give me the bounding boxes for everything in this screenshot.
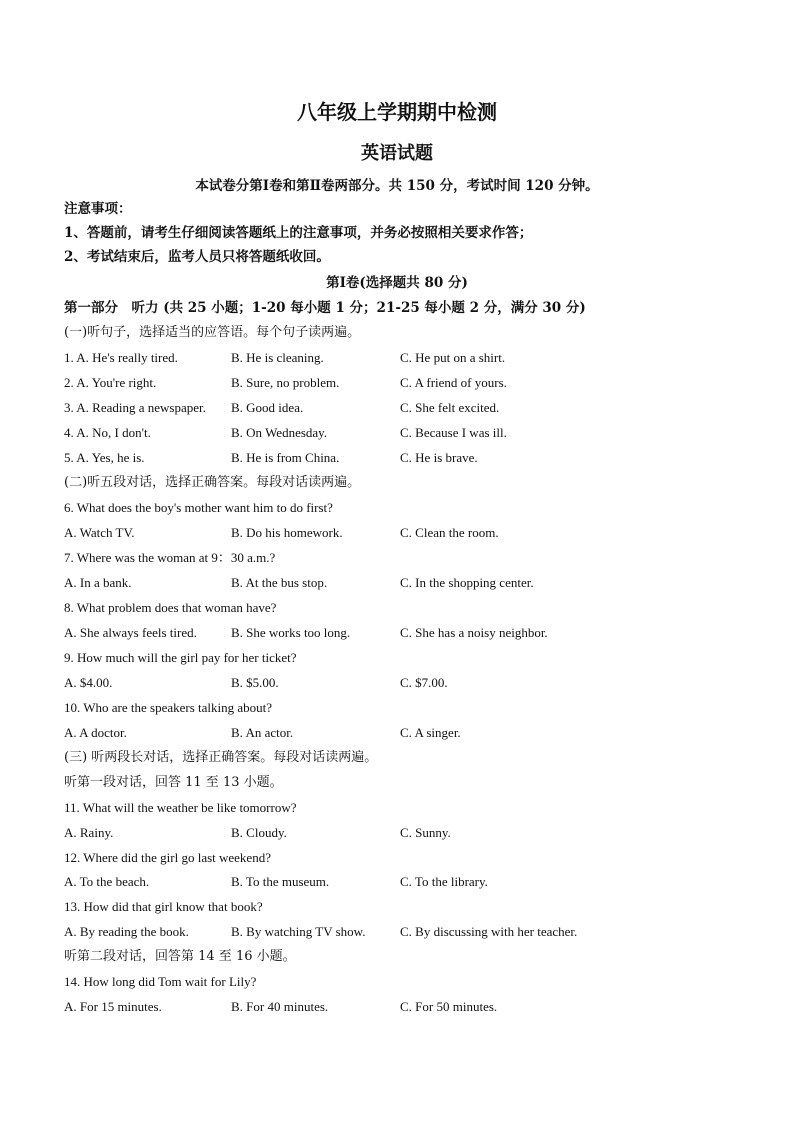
question-text: 7. Where was the woman at 9：30 a.m.? — [64, 550, 276, 565]
answer-row — [64, 825, 764, 841]
option-c: C. She felt excited. — [400, 400, 500, 415]
option-b: B. $5.00. — [231, 675, 279, 690]
option-c: C. Clean the room. — [400, 525, 499, 540]
option-a: 3. A. Reading a newspaper. — [64, 400, 206, 415]
option-b: B. She works too long. — [231, 625, 351, 640]
option-b: B. At the bus stop. — [231, 575, 328, 590]
option-c: C. In the shopping center. — [400, 575, 534, 590]
answer-row — [64, 525, 764, 541]
answer-row — [64, 725, 764, 741]
option-a: 4. A. No, I don't. — [64, 425, 151, 440]
answer-row — [64, 874, 764, 890]
option-a: 2. A. You're right. — [64, 375, 157, 390]
answer-row — [64, 675, 764, 691]
option-c: C. For 50 minutes. — [400, 999, 498, 1014]
option-b: B. He is from China. — [231, 450, 340, 465]
option-c: C. By discussing with her teacher. — [400, 924, 578, 939]
option-a: A. Rainy. — [64, 825, 114, 840]
option-c: C. A friend of yours. — [400, 375, 507, 390]
option-b: B. An actor. — [231, 725, 294, 740]
question-text: 13. How did that girl know that book? — [64, 899, 263, 914]
question-text: 11. What will the weather be like tomorrow? — [64, 800, 297, 815]
question-text: 12. Where did the girl go last weekend? — [64, 850, 271, 865]
answer-row — [64, 450, 764, 466]
option-b: B. He is cleaning. — [231, 350, 324, 365]
option-b: B. Do his homework. — [231, 525, 343, 540]
option-a: A. $4.00. — [64, 675, 113, 690]
option-b: B. Sure, no problem. — [231, 375, 340, 390]
dialog-2-instruction: 听第二段对话，回答第 14 至 16 小题。 — [64, 949, 296, 964]
answer-row — [64, 924, 764, 940]
option-b: B. On Wednesday. — [231, 425, 328, 440]
answer-row — [64, 350, 764, 366]
option-b: B. Cloudy. — [231, 825, 287, 840]
option-a: A. She always feels tired. — [64, 625, 197, 640]
section-3-instruction: (三) 听两段长对话，选择正确答案。每段对话读两遍。 — [64, 750, 378, 765]
question-text: 10. Who are the speakers talking about? — [64, 700, 273, 715]
option-c: C. Sunny. — [400, 825, 451, 840]
exam-intro: 本试卷分第Ⅰ卷和第Ⅱ卷两部分。共 150 分，考试时间 120 分钟。 — [195, 178, 599, 194]
option-c: C. A singer. — [400, 725, 461, 740]
option-b: B. Good idea. — [231, 400, 304, 415]
answer-row — [64, 999, 764, 1015]
option-c: C. He put on a shirt. — [400, 350, 506, 365]
question-text: 14. How long did Tom wait for Lily? — [64, 974, 257, 989]
answer-row — [64, 425, 764, 441]
notes-item-2: 2、考试结束后，监考人员只将答题纸收回。 — [64, 249, 330, 265]
question-text: 8. What problem does that woman have? — [64, 600, 277, 615]
notes-item-1: 1、答题前，请考生仔细阅读答题纸上的注意事项，并务必按照相关要求作答； — [64, 225, 533, 241]
question-text: 9. How much will the girl pay for her ticket? — [64, 650, 297, 665]
option-a: 1. A. He's really tired. — [64, 350, 178, 365]
exam-title: 八年级上学期期中检测 — [297, 100, 497, 124]
answer-row — [64, 400, 764, 416]
option-c: C. She has a noisy neighbor. — [400, 625, 548, 640]
option-b: B. To the museum. — [231, 874, 330, 889]
option-a: A. Watch TV. — [64, 525, 135, 540]
option-a: A. By reading the book. — [64, 924, 189, 939]
option-a: A. To the beach. — [64, 874, 150, 889]
section-1-instruction: (一)听句子，选择适当的应答语。每个句子读两遍。 — [64, 325, 361, 340]
question-text: 6. What does the boy's mother want him to do first? — [64, 500, 333, 515]
answer-row — [64, 575, 764, 591]
option-c: C. He is brave. — [400, 450, 478, 465]
dialog-1-instruction: 听第一段对话，回答 11 至 13 小题。 — [64, 775, 283, 790]
exam-subtitle: 英语试题 — [361, 143, 433, 164]
option-a: A. A doctor. — [64, 725, 127, 740]
option-c: C. Because I was ill. — [400, 425, 507, 440]
option-b: B. For 40 minutes. — [231, 999, 329, 1014]
option-b: B. By watching TV show. — [231, 924, 366, 939]
notes-heading: 注意事项： — [64, 201, 132, 217]
option-a: A. In a bank. — [64, 575, 132, 590]
part-1-heading: 第一部分 听力 (共 25 小题；1-20 每小题 1 分；21-25 每小题 2 分，满分 30 分) — [64, 300, 586, 316]
answer-row — [64, 375, 764, 391]
option-c: C. $7.00. — [400, 675, 448, 690]
volume-1-heading: 第Ⅰ卷(选择题共 80 分) — [326, 275, 468, 291]
option-a: A. For 15 minutes. — [64, 999, 162, 1014]
option-a: 5. A. Yes, he is. — [64, 450, 145, 465]
section-2-instruction: (二)听五段对话，选择正确答案。每段对话读两遍。 — [64, 475, 361, 490]
answer-row — [64, 625, 764, 641]
option-c: C. To the library. — [400, 874, 488, 889]
